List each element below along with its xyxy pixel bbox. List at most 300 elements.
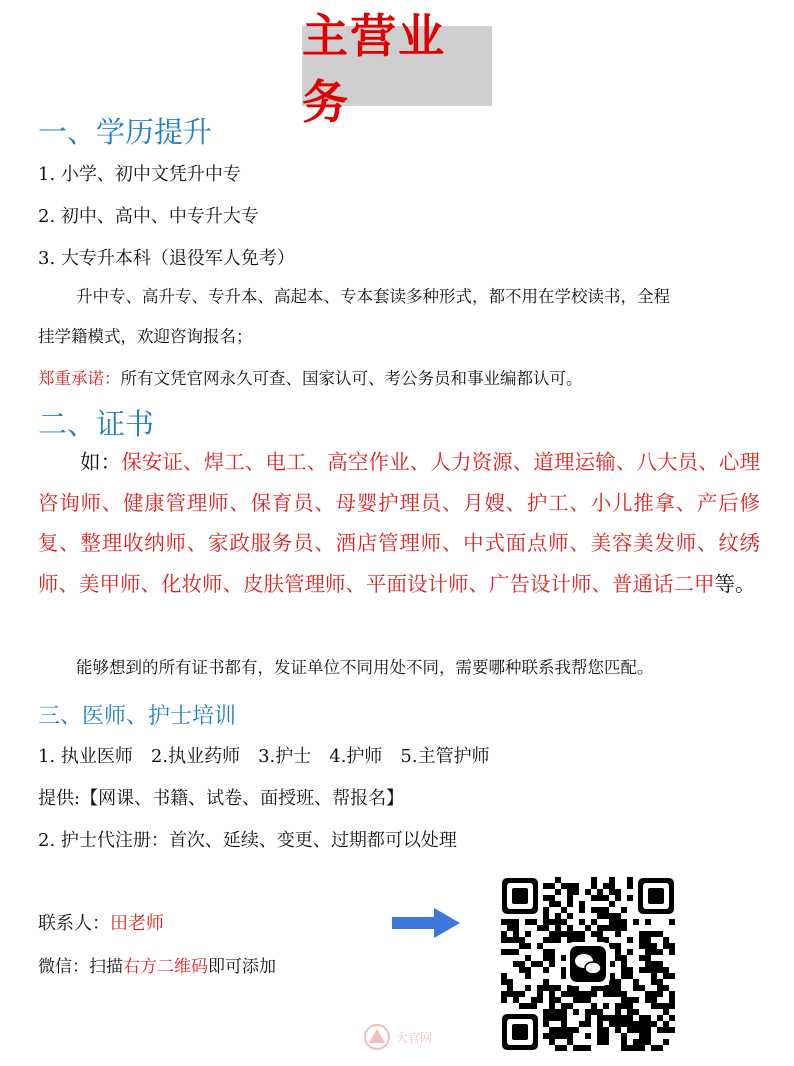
section3-heading: 三、医师、护士培训 [38,704,237,729]
qr-module [669,997,675,1003]
qr-module [663,1003,669,1009]
qr-module [543,925,549,931]
qr-module [501,949,507,955]
watermark [364,1024,432,1050]
qr-module [573,889,579,895]
qr-module [639,1015,645,1021]
qr-module [651,1045,657,1051]
qr-module [549,997,555,1003]
qr-module [561,1015,567,1021]
qr-module [555,931,561,937]
qr-module [621,973,627,979]
qr-module [621,1039,627,1045]
qr-module [585,1009,591,1015]
qr-module [609,985,615,991]
qr-module [549,901,555,907]
section1-promise [38,363,583,395]
qr-module [543,919,549,925]
qr-module [543,985,549,991]
qr-module [549,985,555,991]
qr-module [615,889,621,895]
qr-module [633,919,639,925]
qr-module [609,919,615,925]
qr-module [633,1045,639,1051]
qr-module [591,919,597,925]
qr-module [507,985,513,991]
qr-module [597,1039,603,1045]
qr-module [651,961,657,967]
qr-module [657,949,663,955]
wechat-suffix: 即可添加 [208,957,276,977]
qr-module [633,1027,639,1033]
qr-module [621,991,627,997]
qr-module [561,907,567,913]
qr-module [603,1033,609,1039]
qr-module [501,979,507,985]
qr-module [543,937,549,943]
qr-module [651,931,657,937]
qr-module [621,1033,627,1039]
qr-module [579,901,585,907]
qr-module [627,997,633,1003]
qr-module [549,1033,555,1039]
qr-module [609,979,615,985]
section1-item-1: 1. 小学、初中文凭升中专 [38,164,241,185]
qr-module [663,943,669,949]
qr-module [645,1015,651,1021]
qr-module [591,883,597,889]
qr-module [651,997,657,1003]
watermark-text: 大官网 [396,1030,433,1045]
qr-module [639,1039,645,1045]
qr-module [627,1003,633,1009]
qr-module [597,889,603,895]
qr-module [657,931,663,937]
qr-module [597,1033,603,1039]
qr-module [519,967,525,973]
qr-module [561,1033,567,1039]
qr-module [633,1009,639,1015]
qr-module [513,919,519,925]
qr-module [615,895,621,901]
qr-finder-bottom-left [502,1014,538,1050]
qr-module [603,907,609,913]
qr-module [513,937,519,943]
qr-module [573,1009,579,1015]
qr-module [555,997,561,1003]
qr-module [591,877,597,883]
qr-module [573,883,579,889]
qr-module [561,919,567,925]
qr-module [663,1009,669,1015]
qr-module [615,1015,621,1021]
qr-module [663,1027,669,1033]
qr-module [579,997,585,1003]
qr-module [621,925,627,931]
title-banner [302,9,492,129]
contact-name: 田老师 [110,913,164,934]
qr-module [633,997,639,1003]
qr-module [591,907,597,913]
qr-module [519,943,525,949]
qr-module [585,1033,591,1039]
qr-module [669,943,675,949]
qr-module [585,1015,591,1021]
qr-module [627,895,633,901]
qr-module [609,925,615,931]
qr-module [633,1021,639,1027]
qr-module [633,985,639,991]
qr-module [615,985,621,991]
qr-module [555,925,561,931]
qr-module [603,1003,609,1009]
promise-text: 所有文凭官网永久可查、国家认可、考公务员和事业编都认可。 [120,369,583,388]
qr-module [621,961,627,967]
qr-module [609,877,615,883]
qr-module [645,937,651,943]
qr-module [537,985,543,991]
qr-module [663,973,669,979]
qr-module [555,919,561,925]
qr-module [597,931,603,937]
watermark-logo-icon [364,1024,390,1050]
qr-module [567,925,573,931]
qr-module [669,991,675,997]
qr-module [663,985,669,991]
qr-module [591,1009,597,1015]
qr-module [627,949,633,955]
qr-module [525,985,531,991]
qr-code-icon[interactable] [498,874,678,1054]
qr-module [597,907,603,913]
qr-module [519,961,525,967]
qr-module [645,955,651,961]
cert-suffix: 等。 [714,571,756,596]
qr-module [585,1021,591,1027]
qr-module [669,1015,675,1021]
qr-module [669,949,675,955]
qr-module [639,1027,645,1033]
qr-module [519,937,525,943]
qr-module [645,961,651,967]
qr-module [609,913,615,919]
qr-module [555,901,561,907]
qr-module [645,943,651,949]
qr-module [585,991,591,997]
section1-item-3: 3. 大专升本科（退役军人免考） [38,248,295,269]
qr-module [657,961,663,967]
qr-module [525,967,531,973]
qr-module [645,1039,651,1045]
qr-module [501,937,507,943]
qr-module [507,937,513,943]
qr-module [621,919,627,925]
qr-module [615,913,621,919]
qr-module [567,913,573,919]
qr-module [627,1021,633,1027]
qr-module [579,931,585,937]
qr-module [651,973,657,979]
qr-module [513,925,519,931]
qr-module [669,1003,675,1009]
section3-line1: 1. 执业医师 2.执业药师 3.护士 4.护师 5.主管护师 [38,746,490,767]
qr-module [603,925,609,931]
qr-module [639,985,645,991]
qr-module [615,919,621,925]
qr-module [513,997,519,1003]
qr-module [525,1003,531,1009]
qr-module [543,907,549,913]
qr-module [555,985,561,991]
qr-module [543,979,549,985]
qr-module [537,991,543,997]
qr-module [621,1021,627,1027]
qr-module [549,1009,555,1015]
wechat-icon [566,942,610,986]
qr-module [555,877,561,883]
qr-module [591,1003,597,1009]
qr-module [567,889,573,895]
qr-module [645,1027,651,1033]
qr-module [573,931,579,937]
qr-module [597,1009,603,1015]
qr-module [531,997,537,1003]
qr-module [573,1027,579,1033]
qr-module [507,991,513,997]
qr-module [645,997,651,1003]
qr-module [549,991,555,997]
qr-module [543,949,549,955]
qr-module [639,1033,645,1039]
qr-module [657,991,663,997]
qr-module [561,1003,567,1009]
qr-module [633,1039,639,1045]
qr-module [561,1021,567,1027]
qr-module [555,1045,561,1051]
qr-module [543,1033,549,1039]
qr-module [549,1015,555,1021]
qr-module [543,1015,549,1021]
qr-module [657,1015,663,1021]
qr-module [585,925,591,931]
qr-module [669,1027,675,1033]
qr-module [621,1015,627,1021]
qr-module [561,1045,567,1051]
section1-heading: 一、学历提升 [38,115,213,149]
qr-module [603,991,609,997]
qr-module [519,991,525,997]
qr-module [621,1003,627,1009]
qr-module [585,889,591,895]
qr-module [579,919,585,925]
qr-module [657,1045,663,1051]
qr-module [579,1021,585,1027]
qr-module [567,1039,573,1045]
qr-module [543,883,549,889]
qr-module [615,925,621,931]
qr-module [543,1009,549,1015]
qr-module [537,997,543,1003]
qr-module [549,1039,555,1045]
qr-module [609,889,615,895]
qr-finder-top-right [638,878,674,914]
qr-module [501,973,507,979]
qr-module [549,955,555,961]
qr-module [507,925,513,931]
qr-module [567,883,573,889]
qr-module [663,1039,669,1045]
qr-module [639,1045,645,1051]
wechat-line [38,952,276,977]
qr-module [501,991,507,997]
qr-module [567,901,573,907]
qr-module [645,991,651,997]
qr-module [501,997,507,1003]
qr-module [651,991,657,997]
qr-module [657,1027,663,1033]
qr-module [597,925,603,931]
qr-module [621,967,627,973]
qr-module [615,1021,621,1027]
qr-module [669,973,675,979]
qr-module [615,1009,621,1015]
qr-module [513,949,519,955]
qr-module [549,883,555,889]
qr-module [543,955,549,961]
qr-module [537,943,543,949]
qr-module [501,919,507,925]
qr-module [615,943,621,949]
qr-module [609,943,615,949]
page-title: 主营业务 [302,9,446,129]
qr-module [555,1009,561,1015]
qr-module [531,1003,537,1009]
qr-module [603,883,609,889]
qr-module [621,997,627,1003]
qr-module [549,961,555,967]
qr-module [621,907,627,913]
qr-module [525,943,531,949]
qr-module [645,919,651,925]
cert-paragraph [38,442,760,604]
qr-module [549,937,555,943]
qr-module [615,991,621,997]
qr-module [555,913,561,919]
qr-module [567,937,573,943]
wechat-label: 微信：扫描 [38,957,123,977]
qr-module [603,937,609,943]
qr-module [615,949,621,955]
qr-module [627,1015,633,1021]
qr-module [645,931,651,937]
qr-module [561,883,567,889]
qr-module [615,1027,621,1033]
qr-module [597,895,603,901]
qr-module [555,1015,561,1021]
qr-module [603,1027,609,1033]
qr-module [657,979,663,985]
qr-module [549,1027,555,1033]
qr-module [561,991,567,997]
qr-module [639,955,645,961]
qr-module [627,877,633,883]
qr-module [651,943,657,949]
qr-module [543,1021,549,1027]
section1-desc-line2: 挂学籍模式，欢迎咨询报名； [38,327,253,346]
qr-module [639,937,645,943]
qr-module [615,979,621,985]
qr-module [549,931,555,937]
section2-heading: 二、证书 [38,407,155,441]
qr-module [549,1003,555,1009]
qr-module [651,1003,657,1009]
qr-module [651,967,657,973]
qr-module [627,1027,633,1033]
qr-module [567,985,573,991]
qr-module [555,937,561,943]
section1-item-2: 2. 初中、高中、中专升大专 [38,206,259,227]
qr-module [519,1003,525,1009]
qr-module [555,1027,561,1033]
qr-module [621,955,627,961]
qr-module [663,1021,669,1027]
qr-module [627,1009,633,1015]
qr-module [597,1021,603,1027]
qr-module [549,895,555,901]
promise-label: 郑重承诺： [38,369,121,388]
qr-module [531,919,537,925]
qr-module [639,1021,645,1027]
qr-module [633,979,639,985]
qr-module [537,925,543,931]
qr-module [615,931,621,937]
qr-module [543,967,549,973]
qr-module [573,1045,579,1051]
qr-module [603,895,609,901]
qr-module [603,913,609,919]
qr-module [645,1021,651,1027]
qr-module [639,967,645,973]
qr-module [579,1045,585,1051]
qr-module [609,991,615,997]
qr-module [627,973,633,979]
qr-module [537,961,543,967]
qr-module [543,913,549,919]
qr-module [651,949,657,955]
qr-module [591,991,597,997]
contact-label: 联系人： [38,913,110,934]
qr-module [549,949,555,955]
qr-module [555,1033,561,1039]
qr-module [609,1021,615,1027]
qr-module [567,991,573,997]
qr-module [603,1039,609,1045]
qr-module [609,1015,615,1021]
qr-module [645,949,651,955]
qr-module [525,931,531,937]
qr-module [561,931,567,937]
qr-module [579,991,585,997]
qr-module [561,1027,567,1033]
qr-module [507,949,513,955]
qr-module [627,937,633,943]
qr-module [507,979,513,985]
qr-module [555,889,561,895]
qr-module [501,931,507,937]
qr-module [513,961,519,967]
qr-module [513,991,519,997]
section3-line3: 2. 护士代注册：首次、延续、变更、过期都可以处理 [38,830,457,851]
